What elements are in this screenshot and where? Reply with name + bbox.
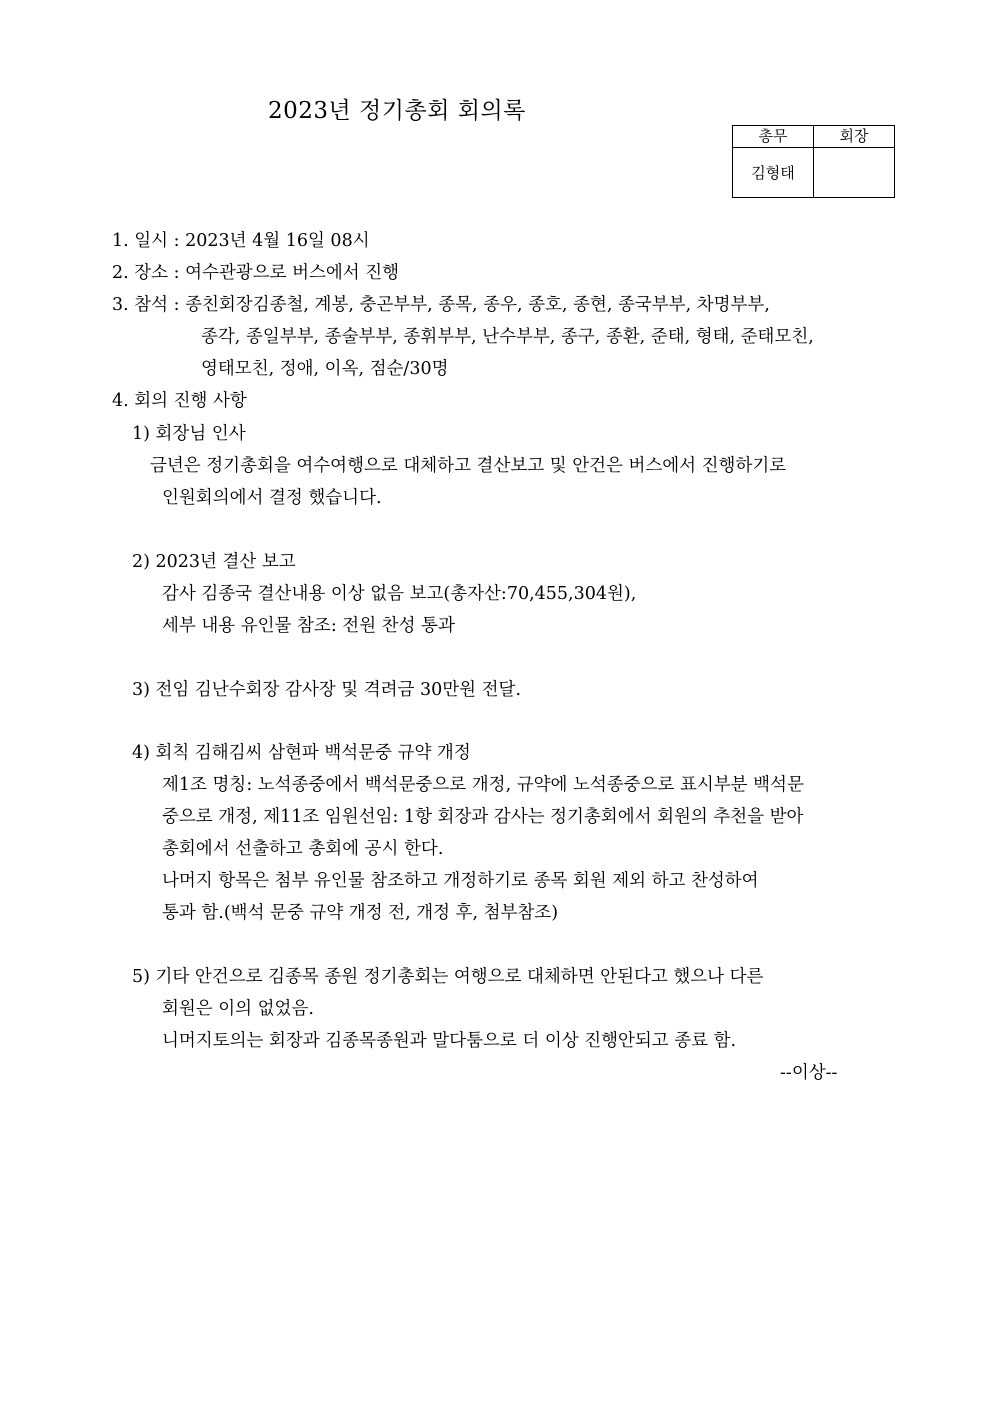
section-4-body-line-1: 제1조 명칭: 노석종중에서 백석문중으로 개정, 규약에 노석종중으로 표시부분 백석문 xyxy=(162,775,804,795)
item-attendees-line-1: 3. 참석 : 종친회장김종철, 계봉, 충곤부부, 종목, 종우, 종호, 종현, 종국부부, 차명부부, xyxy=(112,295,770,315)
item-place: 2. 장소 : 여수관광으로 버스에서 진행 xyxy=(112,263,400,283)
section-4-body-line-5: 통과 함.(백석 문중 규약 개정 전, 개정 후, 첨부참조) xyxy=(162,903,559,923)
approval-header-secretary: 총무 xyxy=(733,126,814,148)
section-1-title: 1) 회장님 인사 xyxy=(132,424,246,444)
section-4-body-line-3: 총회에서 선출하고 총회에 공시 한다. xyxy=(162,839,444,859)
section-4-title: 4) 회칙 김해김씨 삼현파 백석문중 규약 개정 xyxy=(132,743,471,763)
closing-mark: --이상-- xyxy=(780,1063,838,1083)
item-proceedings-heading: 4. 회의 진행 사항 xyxy=(112,391,247,411)
section-4-body-line-4: 나머지 항목은 첨부 유인물 참조하고 개정하기로 종목 회원 제외 하고 찬성하여 xyxy=(162,871,759,891)
section-2-body-line-2: 세부 내용 유인물 참조: 전원 찬성 통과 xyxy=(162,616,455,636)
approval-header-chairman: 회장 xyxy=(814,126,895,148)
item-attendees-line-2: 종각, 종일부부, 종술부부, 종휘부부, 난수부부, 종구, 종환, 준태, 형태, 준태모친, xyxy=(201,327,814,347)
document-title: 2023년 정기총회 회의록 xyxy=(268,98,526,124)
section-2-title: 2) 2023년 결산 보고 xyxy=(132,552,296,572)
section-5-title: 5) 기타 안건으로 김종목 종원 정기총회는 여행으로 대체하면 안된다고 했으나 다른 xyxy=(132,967,764,987)
section-5-body-line-1: 회원은 이의 없었음. xyxy=(162,999,314,1019)
item-attendees-line-3: 영태모친, 정애, 이옥, 점순/30명 xyxy=(201,359,449,379)
item-date: 1. 일시 : 2023년 4월 16일 08시 xyxy=(112,231,370,251)
approval-sign-chairman xyxy=(814,148,895,198)
approval-stamp-table xyxy=(732,125,895,198)
approval-sign-secretary: 김형태 xyxy=(733,148,814,198)
section-4-body-line-2: 중으로 개정, 제11조 임원선임: 1항 회장과 감사는 정기총회에서 회원의 추천을 받아 xyxy=(162,807,804,827)
section-1-body-line-1: 금년은 정기총회을 여수여행으로 대체하고 결산보고 및 안건은 버스에서 진행하기로 xyxy=(150,456,787,476)
section-2-body-line-1: 감사 김종국 결산내용 이상 없음 보고(총자산:70,455,304원), xyxy=(162,584,637,604)
section-5-body-line-2: 니머지토의는 회장과 김종목종원과 말다툼으로 더 이상 진행안되고 종료 함. xyxy=(162,1031,737,1051)
section-1-body-line-2: 인원회의에서 결정 했습니다. xyxy=(162,488,382,508)
section-3-title: 3) 전임 김난수회장 감사장 및 격려금 30만원 전달. xyxy=(132,680,522,700)
